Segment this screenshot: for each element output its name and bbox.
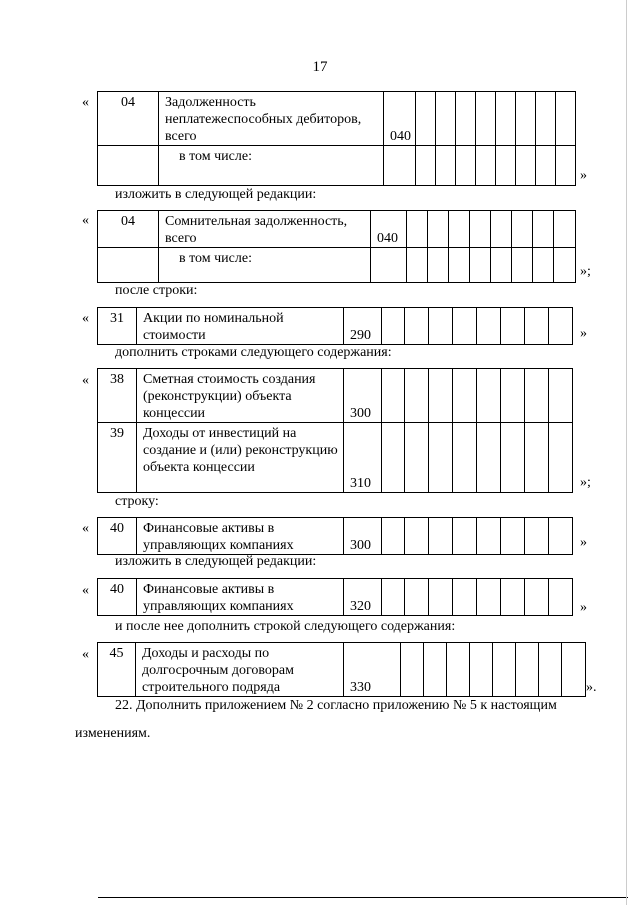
table-1 <box>97 91 576 186</box>
instruction-text: изложить в следующей редакции: <box>115 187 317 202</box>
table-row <box>98 308 573 345</box>
opening-quote: « <box>82 583 89 598</box>
row-code: 38 <box>98 369 137 423</box>
table-7 <box>97 642 586 697</box>
line-code: 300 <box>344 369 382 423</box>
row-name: Доходы и расходы по долгосрочным договорам строительного подряда <box>136 643 344 697</box>
including-label: в том числе: <box>159 146 384 186</box>
table-row <box>98 369 573 423</box>
closing-quote: » <box>580 326 587 341</box>
table-row <box>98 146 576 186</box>
row-name: Доходы от инвестиций на создание и (или) реконструкцию объекта концессии <box>137 423 344 493</box>
row-code: 40 <box>98 518 137 555</box>
row-name: Сомнительная задолженность, всего <box>159 211 371 248</box>
row-name: Сметная стоимость создания (реконструкции) объекта концессии <box>137 369 344 423</box>
row-name: Финансовые активы в управляющих компаниях <box>137 518 344 555</box>
instruction-text: изложить в следующей редакции: <box>115 554 317 569</box>
table-row <box>98 643 586 697</box>
instruction-text: дополнить строками следующего содержания: <box>115 345 392 360</box>
line-code: 290 <box>344 308 382 345</box>
paragraph-line: 22. Дополнить приложением № 2 согласно приложению № 5 к настоящим <box>115 698 557 713</box>
opening-quote: « <box>82 373 89 388</box>
line-code: 300 <box>344 518 382 555</box>
instruction-text: после строки: <box>115 283 198 298</box>
table-2 <box>97 210 576 283</box>
row-code: 45 <box>98 643 136 697</box>
table-row <box>98 579 573 616</box>
line-code: 320 <box>344 579 382 616</box>
closing-quote: ». <box>586 680 597 695</box>
table-3 <box>97 307 573 345</box>
row-code: 40 <box>98 579 137 616</box>
instruction-text: строку: <box>115 494 159 509</box>
closing-quote: »; <box>580 475 591 490</box>
opening-quote: « <box>82 647 89 662</box>
table-row <box>98 211 576 248</box>
page-edge <box>626 0 627 905</box>
row-name: Задолженность неплатежеспособных дебиторов, всего <box>159 92 384 146</box>
opening-quote: « <box>82 95 89 110</box>
paragraph-line: изменениям. <box>75 726 151 741</box>
row-code: 39 <box>98 423 137 493</box>
closing-quote: » <box>580 600 587 615</box>
table-row <box>98 92 576 146</box>
table-row <box>98 518 573 555</box>
including-label: в том числе: <box>159 248 371 283</box>
table-row <box>98 248 576 283</box>
opening-quote: « <box>82 311 89 326</box>
table-5 <box>97 517 573 555</box>
opening-quote: « <box>82 213 89 228</box>
closing-quote: » <box>580 168 587 183</box>
table-4 <box>97 368 573 493</box>
row-code: 04 <box>98 92 159 146</box>
page-bottom-rule <box>98 897 628 898</box>
row-name: Акции по номинальной стоимости <box>137 308 344 345</box>
table-row <box>98 423 573 493</box>
line-code: 330 <box>344 643 401 697</box>
opening-quote: « <box>82 521 89 536</box>
page-number: 17 <box>312 59 328 75</box>
row-name: Финансовые активы в управляющих компаниях <box>137 579 344 616</box>
closing-quote: » <box>580 535 587 550</box>
row-code: 31 <box>98 308 137 345</box>
line-code: 040 <box>371 211 407 248</box>
line-code: 040 <box>384 92 416 146</box>
instruction-text: и после нее дополнить строкой следующего содержания: <box>115 619 456 634</box>
table-6 <box>97 578 573 616</box>
closing-quote: »; <box>580 264 591 279</box>
line-code: 310 <box>344 423 382 493</box>
row-code: 04 <box>98 211 159 248</box>
